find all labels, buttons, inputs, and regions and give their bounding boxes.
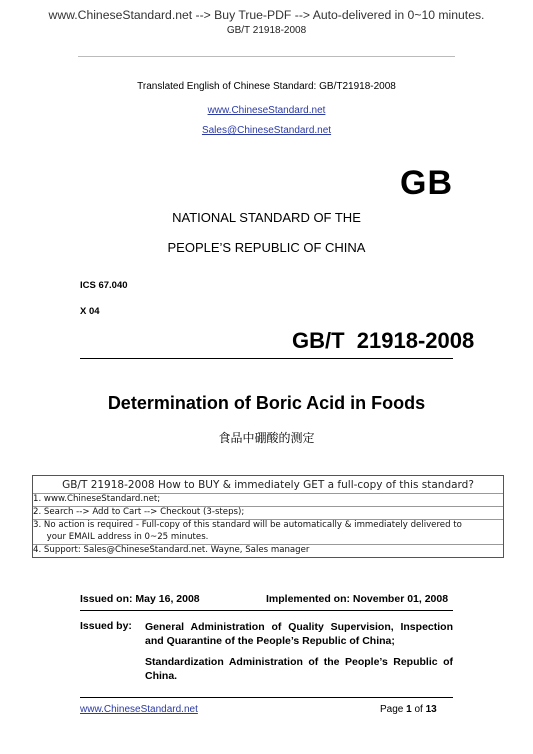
issued-date: Issued on: May 16, 2008 <box>80 593 200 605</box>
page-number <box>380 704 437 715</box>
classification-code: X 04 <box>80 306 100 317</box>
title-chinese: 食品中硼酸的测定 <box>218 431 315 445</box>
buy-step-3: 3. No action is required - Full-copy of this standard will be automatically & immediately delivered to <box>33 520 462 530</box>
footer-website-row <box>80 704 198 715</box>
page-total: 13 <box>425 704 437 715</box>
page-prefix: Page <box>380 704 407 715</box>
website-link[interactable]: www.ChineseStandard.net <box>207 105 326 116</box>
page-of: of <box>411 704 426 715</box>
footer-rule <box>80 697 453 698</box>
buy-box-header: GB/T 21918-2008 How to BUY & immediately GET a full-copy of this standard? <box>62 479 474 491</box>
ics-code: ICS 67.040 <box>80 280 128 291</box>
page-current: 1 <box>406 704 412 715</box>
email-link-row <box>0 120 533 138</box>
standard-number-rule <box>80 358 453 359</box>
header-divider <box>78 56 455 57</box>
footer-website-link[interactable]: www.ChineseStandard.net <box>80 704 198 715</box>
email-link[interactable]: Sales@ChineseStandard.net <box>201 125 332 136</box>
gb-logo: GB <box>400 164 453 202</box>
national-standard-line: NATIONAL STANDARD OF THE <box>172 210 361 225</box>
buy-step-1: 1. www.ChineseStandard.net; <box>33 494 161 504</box>
issued-by-label: Issued by: <box>80 620 132 632</box>
translation-line: Translated English of Chinese Standard: GB/T21918-2008 <box>137 81 396 92</box>
buy-step-2: 2. Search --> Add to Cart --> Checkout (3-steps); <box>33 507 245 517</box>
title-english: Determination of Boric Acid in Foods <box>107 393 426 413</box>
buy-step-3-continued: your EMAIL address in 0~25 minutes. <box>33 532 209 542</box>
standard-number: GB/T 21918-2008 <box>292 328 475 353</box>
issuer-sac: Standardization Administration of the People’s Republic of China. <box>145 656 453 682</box>
top-banner: www.ChineseStandard.net --> Buy True-PDF --> Auto-delivered in 0~10 minutes. <box>48 8 485 22</box>
buy-step-4: 4. Support: Sales@ChineseStandard.net. Wayne, Sales manager <box>33 545 310 555</box>
issuer-aqsiq: General Administration of Quality Supervision, Inspection and Quarantine of the People’s Republic of China; <box>145 621 453 647</box>
prc-line: PEOPLE’S REPUBLIC OF CHINA <box>167 240 366 255</box>
website-link-row <box>0 100 533 118</box>
dates-rule <box>80 610 453 611</box>
implemented-date: Implemented on: November 01, 2008 <box>266 593 449 605</box>
header-standard-code: GB/T 21918-2008 <box>226 25 307 36</box>
